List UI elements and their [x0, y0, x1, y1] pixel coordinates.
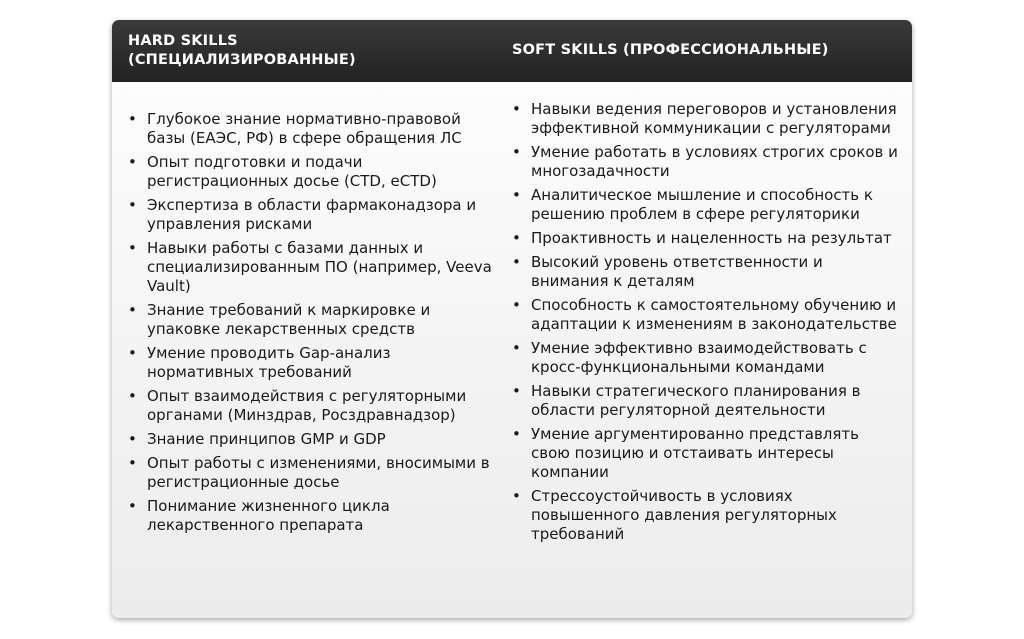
bullet-icon: •	[128, 196, 137, 214]
list-item	[126, 387, 496, 425]
list-item	[126, 344, 496, 382]
soft-skill-text: Умение эффективно взаимодействовать с кросс-функциональными командами	[531, 339, 867, 376]
bullet-icon: •	[512, 229, 521, 247]
list-item	[510, 229, 902, 248]
bullet-icon: •	[128, 344, 137, 362]
list-item	[510, 296, 902, 334]
bullet-icon: •	[128, 430, 137, 448]
list-item	[126, 153, 496, 191]
soft-skills-list	[510, 100, 902, 549]
list-item	[510, 425, 902, 482]
list-item	[510, 186, 902, 224]
soft-skill-text: Навыки ведения переговоров и установления эффективной коммуникации с регуляторами	[531, 100, 897, 137]
bullet-icon: •	[512, 425, 521, 443]
bullet-icon: •	[128, 387, 137, 405]
list-item	[510, 143, 902, 181]
hard-skill-text: Опыт подготовки и подачи регистрационных досье (CTD, eCTD)	[147, 153, 437, 190]
bullet-icon: •	[512, 339, 521, 357]
list-item	[126, 454, 496, 492]
list-item	[510, 253, 902, 291]
hard-skills-list	[126, 110, 496, 540]
list-item	[510, 382, 902, 420]
bullet-icon: •	[128, 110, 137, 128]
bullet-icon: •	[128, 454, 137, 472]
hard-skill-text: Знание принципов GMP и GDP	[147, 430, 386, 448]
bullet-icon: •	[128, 301, 137, 319]
hard-skills-heading-line2: (СПЕЦИАЛИЗИРОВАННЫЕ)	[128, 52, 356, 68]
soft-skill-text: Проактивность и нацеленность на результат	[531, 229, 892, 247]
bullet-icon: •	[512, 487, 521, 505]
bullet-icon: •	[512, 100, 521, 118]
list-item	[126, 196, 496, 234]
soft-skill-text: Способность к самостоятельному обучению и адаптации к изменениям в законодательстве	[531, 296, 897, 333]
soft-skill-text: Навыки стратегического планирования в области регуляторной деятельности	[531, 382, 861, 419]
hard-skill-text: Знание требований к маркировке и упаковке лекарственных средств	[147, 301, 431, 338]
hard-skill-text: Понимание жизненного цикла лекарственного препарата	[147, 497, 390, 534]
bullet-icon: •	[512, 253, 521, 271]
bullet-icon: •	[128, 153, 137, 171]
list-item	[126, 301, 496, 339]
hard-skills-heading-line1: HARD SKILLS	[128, 33, 238, 49]
hard-skills-heading	[128, 32, 356, 70]
list-item	[510, 487, 902, 544]
soft-skill-text: Высокий уровень ответственности и внимания к деталям	[531, 253, 823, 290]
hard-skill-text: Глубокое знание нормативно-правовой базы (ЕАЭС, РФ) в сфере обращения ЛС	[147, 110, 462, 147]
skills-comparison-table	[112, 20, 912, 618]
list-item	[510, 339, 902, 377]
soft-skill-text: Аналитическое мышление и способность к решению проблем в сфере регуляторики	[531, 186, 873, 223]
soft-skill-text: Умение работать в условиях строгих сроков и многозадачности	[531, 143, 898, 180]
list-item	[510, 100, 902, 138]
list-item	[126, 239, 496, 296]
bullet-icon: •	[512, 143, 521, 161]
list-item	[126, 497, 496, 535]
bullet-icon: •	[512, 296, 521, 314]
list-item	[126, 110, 496, 148]
soft-skill-text: Стрессоустойчивость в условиях повышенного давления регуляторных требований	[531, 487, 837, 543]
soft-skills-heading: SOFT SKILLS (ПРОФЕССИОНАЛЬНЫЕ)	[512, 42, 829, 58]
bullet-icon: •	[128, 239, 137, 257]
hard-skill-text: Опыт взаимодействия с регуляторными органами (Минздрав, Росздравнадзор)	[147, 387, 467, 424]
bullet-icon: •	[512, 382, 521, 400]
hard-skill-text: Умение проводить Gap-анализ нормативных требований	[147, 344, 391, 381]
hard-skill-text: Опыт работы с изменениями, вносимыми в регистрационные досье	[147, 454, 490, 491]
bullet-icon: •	[512, 186, 521, 204]
soft-skill-text: Умение аргументированно представлять свою позицию и отстаивать интересы компании	[531, 425, 859, 481]
hard-skill-text: Экспертиза в области фармаконадзора и управления рисками	[147, 196, 477, 233]
bullet-icon: •	[128, 497, 137, 515]
table-header	[112, 20, 912, 82]
hard-skill-text: Навыки работы с базами данных и специализированным ПО (например, Veeva Vault)	[147, 239, 492, 295]
list-item	[126, 430, 496, 449]
